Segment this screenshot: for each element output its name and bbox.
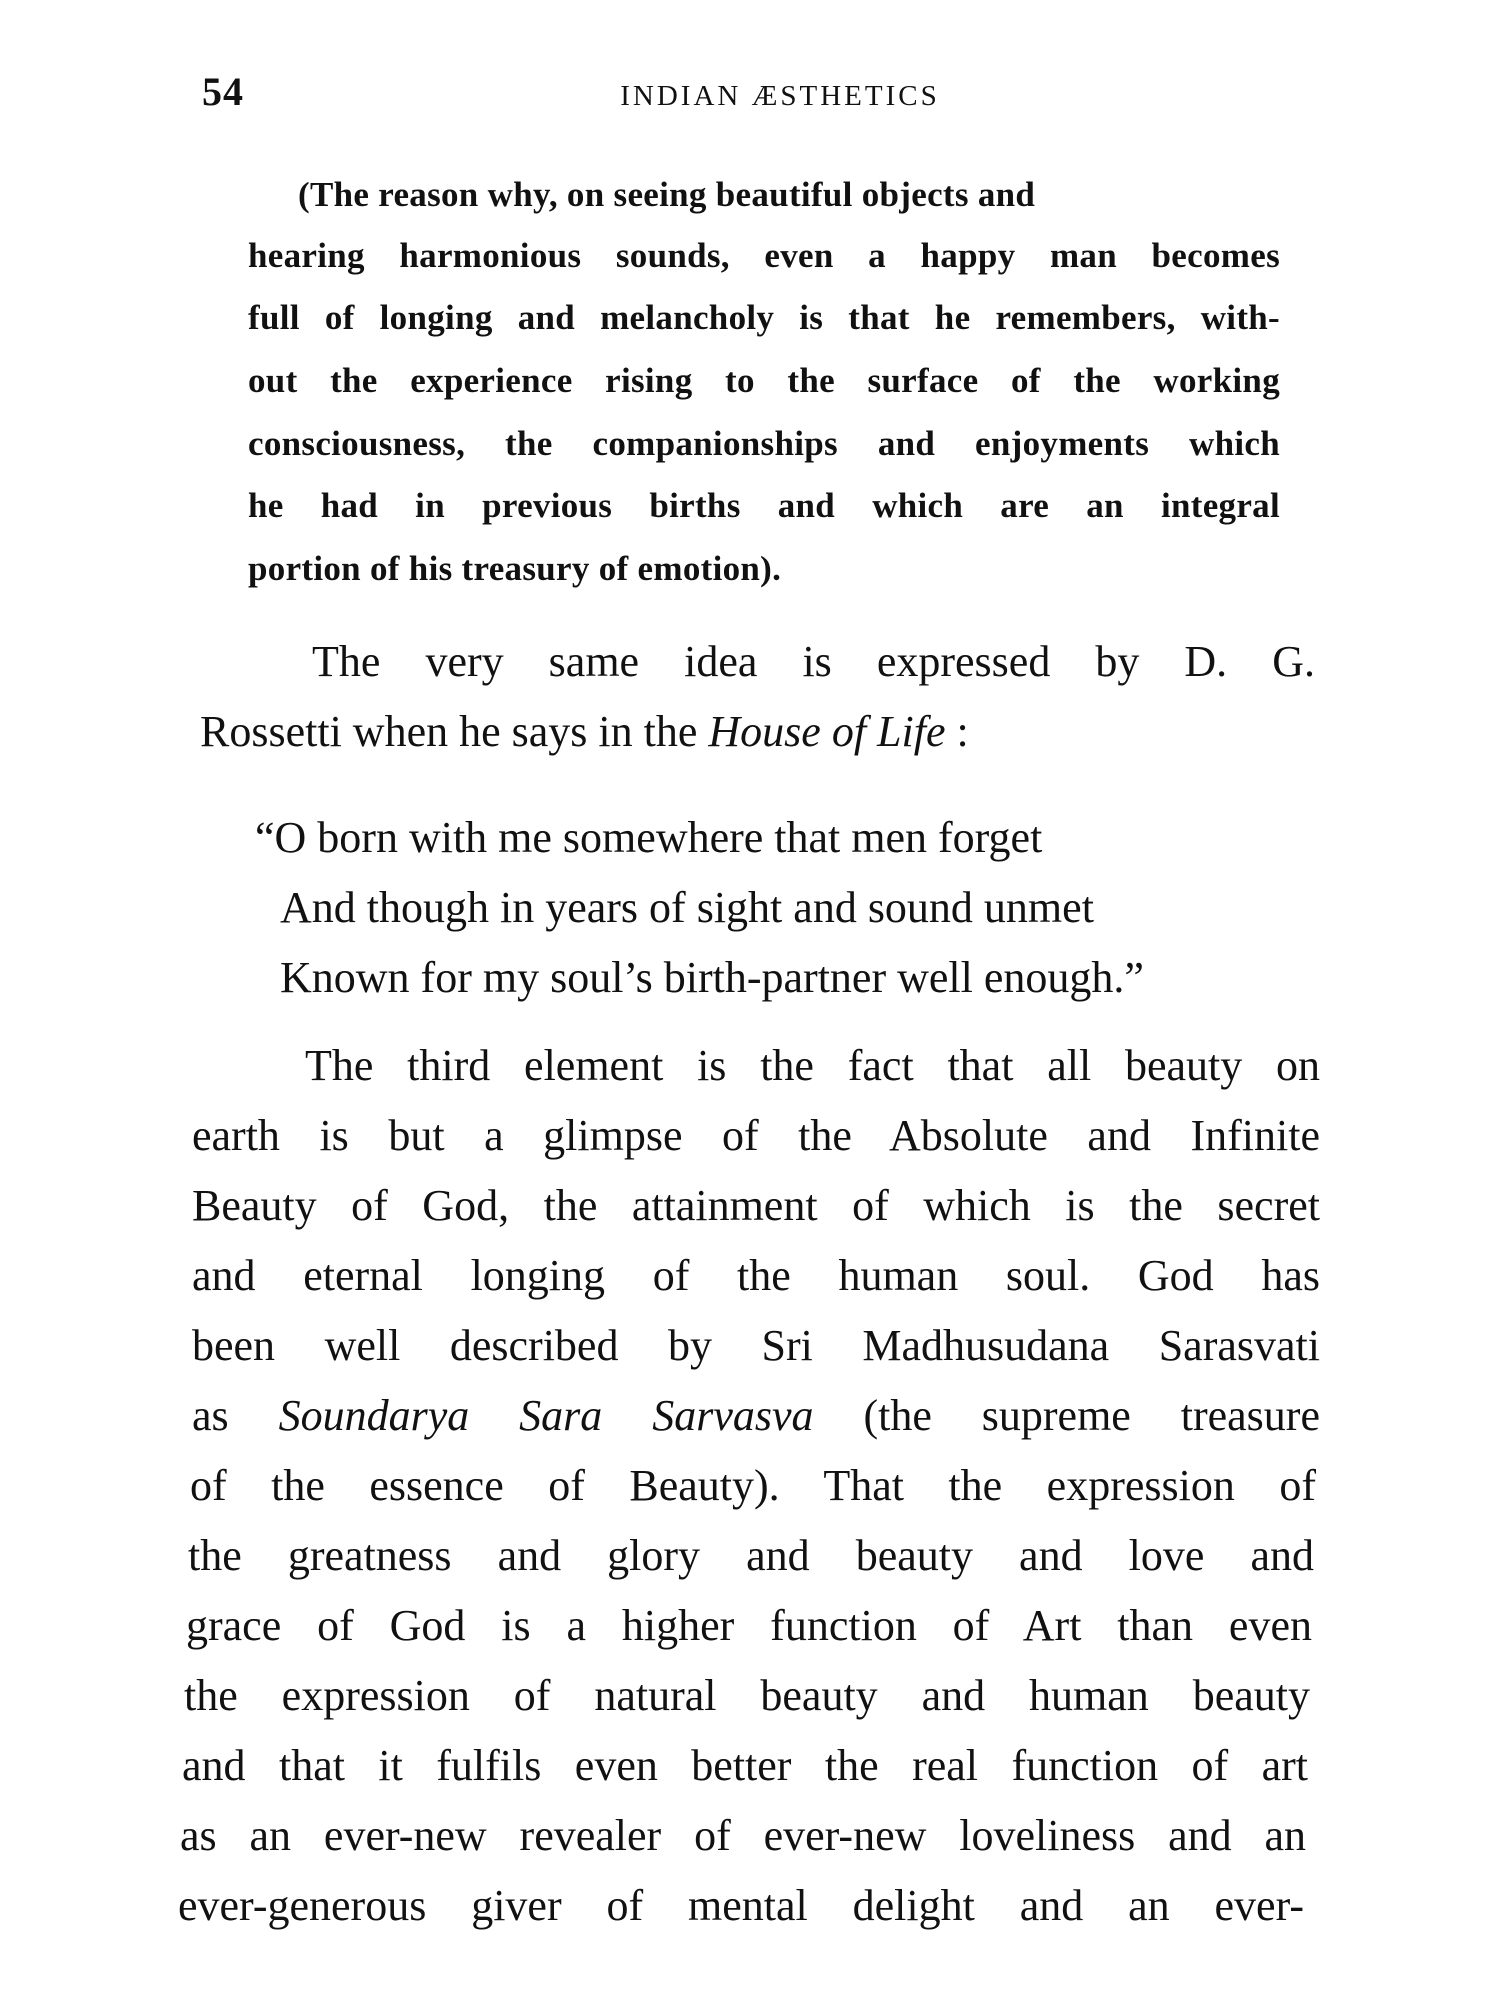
body-line: ever-generous giver of mental delight and an ever-: [178, 1881, 1304, 1930]
body-line: grace of God is a higher function of Art than even: [186, 1601, 1312, 1650]
body-line: the expression of natural beauty and human beauty: [184, 1671, 1310, 1720]
book-title: House of Life: [708, 707, 946, 756]
body-line: and that it fulfils even better the real function of art: [182, 1741, 1308, 1790]
footnote-line: out the experience rising to the surface of the working: [248, 361, 1280, 400]
page-header: [190, 68, 1310, 118]
footnote-line: (The reason why, on seeing beautiful objects and: [298, 175, 1036, 214]
body-line: as an ever-new revealer of ever-new loveliness and an: [180, 1811, 1306, 1860]
quote-line: And though in years of sight and sound unmet: [280, 883, 1094, 932]
text-run: as: [192, 1391, 279, 1440]
body-line: of the essence of Beauty). That the expression of: [190, 1461, 1316, 1510]
body-line: earth is but a glimpse of the Absolute and Infinite: [192, 1111, 1320, 1160]
quote-line: “O born with me somewhere that men forget: [255, 813, 1043, 862]
body-line: [200, 706, 969, 757]
sanskrit-title: Soundarya Sara Sarvasva: [278, 1391, 814, 1440]
footnote-line: hearing harmonious sounds, even a happy man becomes: [248, 236, 1280, 275]
body-line: been well described by Sri Madhusudana Sarasvati: [192, 1321, 1320, 1370]
running-title: INDIAN ÆSTHETICS: [620, 80, 940, 112]
text-run: Rossetti when he says in the: [200, 707, 709, 756]
body-line: The very same idea is expressed by D. G.: [312, 637, 1315, 686]
body-line: The third element is the fact that all beauty on: [305, 1041, 1320, 1090]
text-run: (the supreme treasure: [813, 1391, 1320, 1440]
footnote-line: portion of his treasury of emotion).: [248, 549, 782, 588]
body-line: Beauty of God, the attainment of which is the secret: [192, 1181, 1320, 1230]
footnote-line: full of longing and melancholy is that he remembers, with-: [248, 298, 1280, 337]
quote-line: Known for my soul’s birth-partner well enough.”: [280, 953, 1144, 1002]
body-line: the greatness and glory and beauty and love and: [188, 1531, 1314, 1580]
page-number: 54: [202, 69, 244, 114]
text-run: :: [945, 707, 969, 756]
body-line: and eternal longing of the human soul. God has: [192, 1251, 1320, 1300]
footnote-line: he had in previous births and which are an integral: [248, 486, 1280, 525]
footnote-line: consciousness, the companionships and enjoyments which: [248, 424, 1280, 463]
body-line: [192, 1390, 1320, 1441]
